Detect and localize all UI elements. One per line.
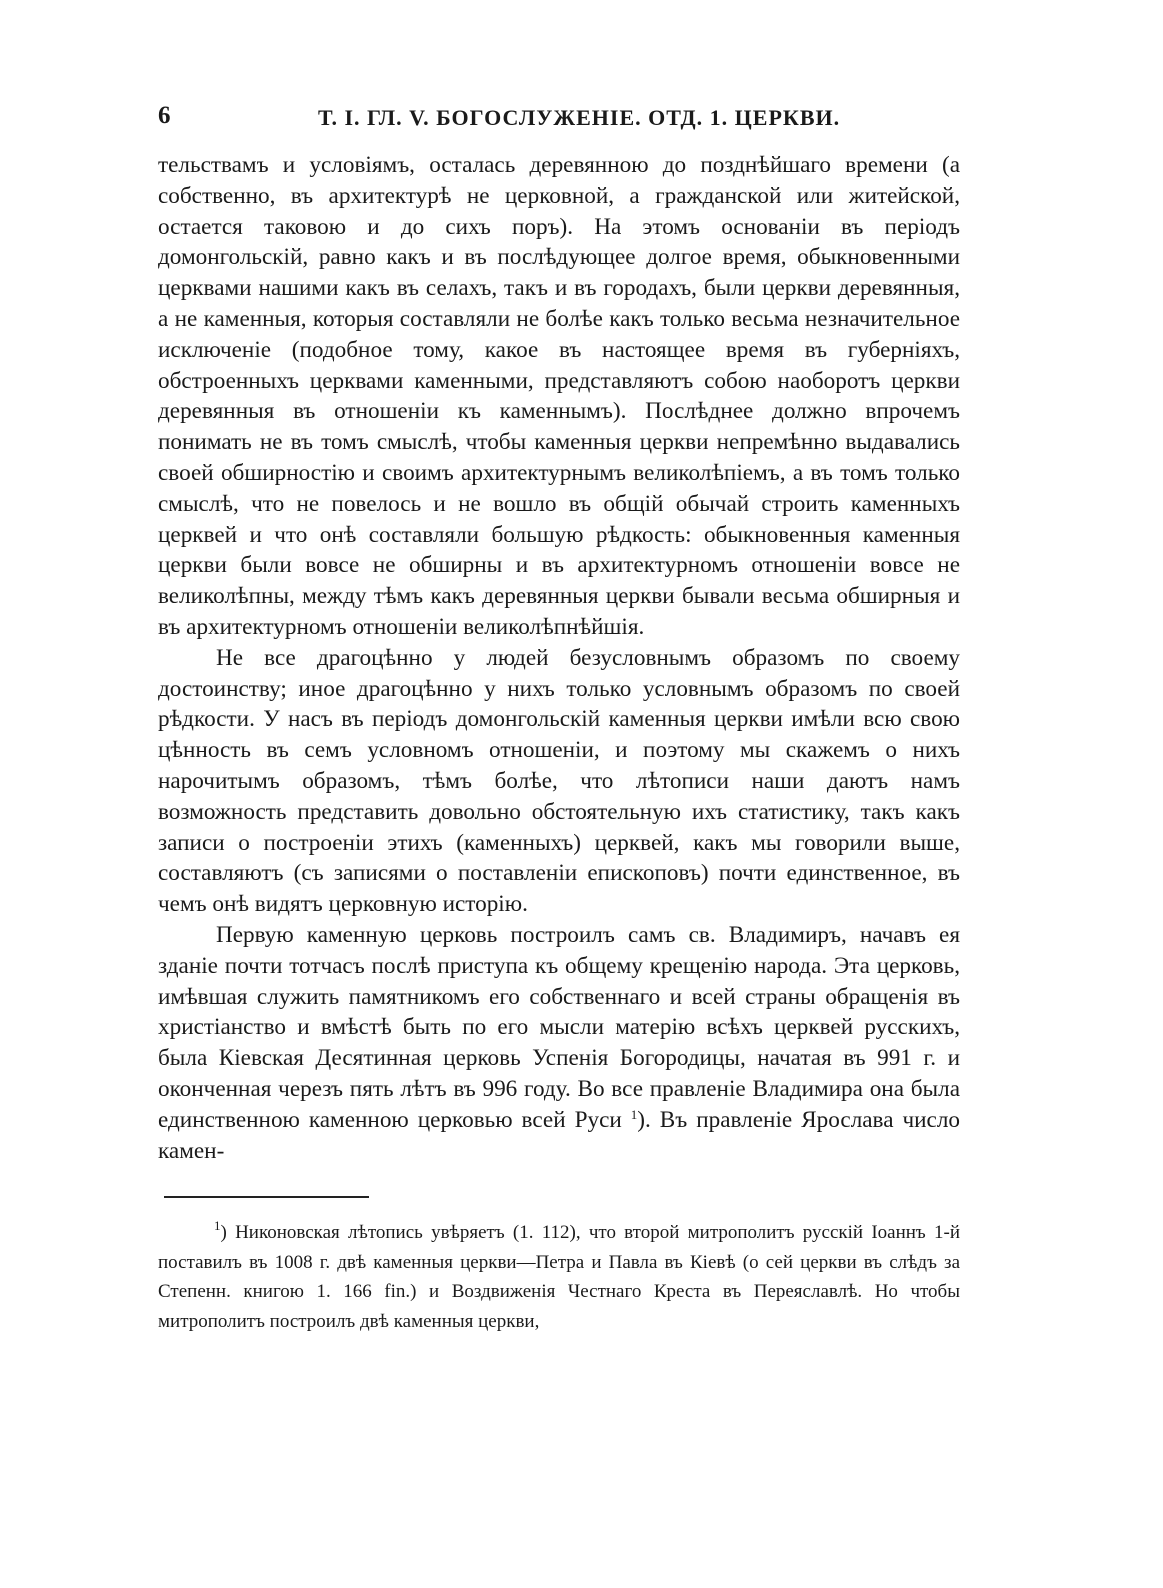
running-head (158, 100, 960, 140)
paragraph: Не все драгоцѣнно у людей безусловнымъ образомъ по своему достоинству; иное драгоцѣнно у нихъ только условнымъ образомъ по своей рѣдкости. У насъ въ періодъ домонгольскій каменныя церкви имѣли всю свою цѣнность въ семъ условномъ отношеніи, и поэтому мы скажемъ о нихъ нарочитымъ образомъ, тѣмъ болѣе, что лѣтописи наши даютъ намъ возможность представить довольно обстоятельную ихъ статистику, такъ какъ записи о построеніи этихъ (каменныхъ) церквей, какъ мы говорили выше, составляютъ (съ записями о поставленіи епископовъ) почти единственное, въ чемъ онѣ видятъ церковную исторію. (158, 644, 960, 918)
footnote-mark: 1 (214, 1218, 221, 1234)
page-number: 6 (158, 102, 171, 129)
book-page (158, 100, 960, 1336)
running-head-title: Т. I. ГЛ. V. БОГОСЛУЖЕНІЕ. ОТД. 1. ЦЕРКВИ. (318, 105, 841, 130)
paragraph (158, 920, 960, 1166)
paragraph-text-end: ). Въ правленіе Ярослава число камен- (158, 1106, 960, 1164)
footnote-text: ) Никоновская лѣтопись увѣряетъ (1. 112), что второй митрополитъ русскій Іоаннъ 1-й поставилъ въ 1008 г. двѣ каменныя церкви—Петра и Павла въ Кіевѣ (о сей церкви въ слѣдъ за Степенн. книгою 1. 166 fin.) и Воздвиженія Честнаго Креста въ Переяславлѣ. Но чтобы митрополитъ построилъ двѣ каменныя церкви, (158, 1222, 960, 1332)
paragraph-text: Первую каменную церковь построилъ самъ св. Владимиръ, начавъ ея зданіе почти тотчасъ послѣ приступа къ общему крещенію народа. Эта церковь, имѣвшая служить памятникомъ его собственнаго и всей страны обращенія въ христіанство и вмѣстѣ быть по его мысли матерію всѣхъ церквей русскихъ, была Кіевская Десятинная церковь Успенія Богородицы, начатая въ 991 г. и оконченная черезъ пять лѣтъ въ 996 году. Во все правленіе Владимира она была единственною каменною церковью всей Руси (158, 921, 960, 1133)
footnote-divider (164, 1196, 369, 1198)
footnotes (158, 1218, 960, 1336)
footnote (158, 1218, 960, 1336)
paragraph-continued: тельствамъ и условіямъ, осталась деревянною до позднѣйшаго времени (а собственно, въ архитектурѣ не церковной, а гражданской или житейской, остается таковою и до сихъ поръ). На этомъ основаніи въ періодъ домонгольскій, равно какъ и въ послѣдующее долгое время, обыкновенными церквами нашими какъ въ селахъ, такъ и въ городахъ, были церкви деревянныя, а не каменныя, которыя составляли не болѣе какъ только весьма незначительное исключеніе (подобное тому, какое въ настоящее время въ губерніяхъ, обстроенныхъ церквами каменными, представляютъ собою наоборотъ церкви деревянныя въ отношеніи къ каменнымъ). Послѣднее должно впрочемъ понимать не въ томъ смыслѣ, чтобы каменныя церкви непремѣнно выдавались своей обширностію и своимъ архитектурнымъ великолѣпіемъ, а въ томъ только смыслѣ, что не повелось и не вошло въ общій обычай строить каменныхъ церквей и что онѣ составляли большую рѣдкость: обыкновенныя каменныя церкви были вовсе не обширны и въ архитектурномъ отношеніи вовсе не великолѣпны, между тѣмъ какъ деревянныя церкви бывали весьма обширныя и въ архитектурномъ отношеніи великолѣпнѣйшія. (158, 152, 960, 640)
main-text (158, 150, 960, 1166)
footnote-reference: 1 (630, 1106, 638, 1122)
